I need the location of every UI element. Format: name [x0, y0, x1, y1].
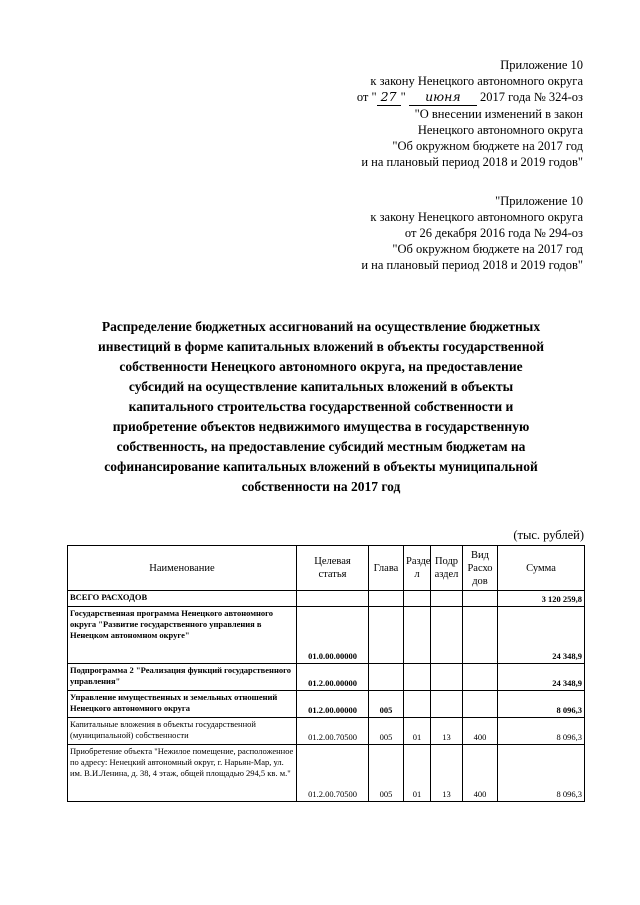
table-row: Управление имущественных и земельных отношений Ненецкого автономного округа 01.2.00.00000 005 8 096,3	[68, 691, 585, 718]
table-row: Подпрограмма 2 "Реализация функций государственного управления" 01.2.00.00000 24 348,9	[68, 664, 585, 691]
title-line: инвестиций в форме капитальных вложений в объекты государственной	[97, 339, 545, 354]
annex-line: к закону Ненецкого автономного округа	[370, 74, 583, 88]
title-line: софинансирование капитальных вложений в объекты муниципальной	[104, 459, 538, 474]
document-title	[62, 317, 580, 497]
col-header-target: Целевая статья	[297, 546, 369, 591]
table-row: ВСЕГО РАСХОДОВ 3 120 259,8	[68, 591, 585, 607]
col-header-subsection: Подр аздел	[431, 546, 463, 591]
annex-line: "Об окружном бюджете на 2017 год	[392, 242, 583, 256]
table-header-row	[68, 546, 585, 591]
title-line: капитального строительства государственной собственности и	[128, 399, 514, 414]
annex-line: Приложение 10	[500, 58, 583, 72]
annex-original-header	[361, 193, 583, 273]
annex-date-line: от " 27 " июня 2017 года № 324-оз	[356, 89, 583, 104]
handwritten-day: 27	[377, 89, 401, 106]
budget-table	[67, 545, 585, 802]
annex-line: и на плановый период 2018 и 2019 годов"	[361, 155, 583, 169]
annex-line: "О внесении изменений в закон	[414, 107, 583, 121]
title-line: собственности на 2017 год	[241, 479, 401, 494]
table-row: Государственная программа Ненецкого автономного округа "Развитие государственного управления в Ненецком автономном округе" 01.0.00.00000 24 348,9	[68, 607, 585, 664]
annex-line: Ненецкого автономного округа	[417, 123, 583, 137]
table-row: Приобретение объекта "Нежилое помещение, расположенное по адресу: Ненецкий автономный округ, г. Нарьян-Мар, ул. им. В.И.Ленина, д. 38, 4 этаж, общей площадью 294,5 кв. м." 01.2.00.70500 005 01 13 400 8 096,3	[68, 745, 585, 802]
title-line: собственность, на предоставление субсидий местным бюджетам на	[116, 439, 526, 454]
col-header-sum: Сумма	[498, 546, 585, 591]
title-line: собственности Ненецкого автономного округа, на предоставление	[119, 359, 523, 374]
title-line: субсидий на осуществление капитальных вложений в объекты	[128, 379, 514, 394]
unit-label: (тыс. рублей)	[513, 528, 584, 542]
handwritten-month: июня	[409, 89, 477, 106]
annex-line: и на плановый период 2018 и 2019 годов"	[361, 258, 583, 272]
annex-line: от 26 декабря 2016 года № 294-оз	[404, 226, 583, 240]
title-line: приобретение объектов недвижимого имущества в государственную	[112, 419, 530, 434]
table-row: Капитальные вложения в объекты государственной (муниципальной) собственности 01.2.00.70500 005 01 13 400 8 096,3	[68, 718, 585, 745]
col-header-chapter: Глава	[369, 546, 404, 591]
col-header-name: Наименование	[68, 546, 297, 591]
col-header-kind: Вид Расхо дов	[463, 546, 498, 591]
title-line: Распределение бюджетных ассигнований на осуществление бюджетных	[101, 319, 541, 334]
annex-line: к закону Ненецкого автономного округа	[370, 210, 583, 224]
col-header-section: Разде л	[404, 546, 431, 591]
annex-line: "Об окружном бюджете на 2017 год	[392, 139, 583, 153]
annex-amendment-header	[357, 57, 583, 170]
annex-line: "Приложение 10	[495, 194, 583, 208]
